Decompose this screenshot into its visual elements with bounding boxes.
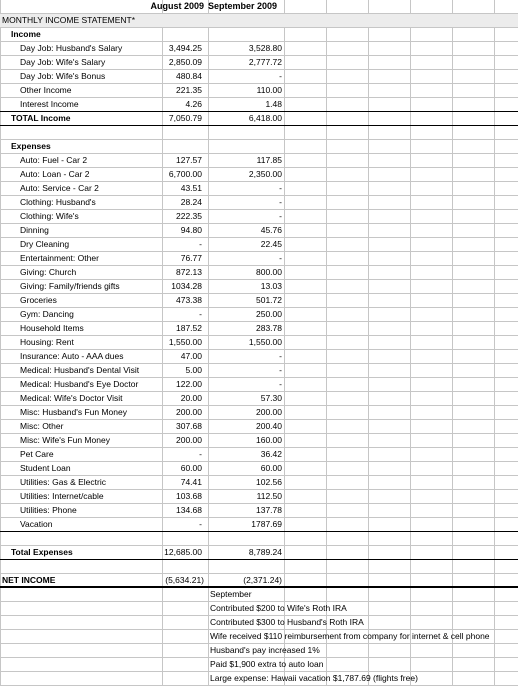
note-row	[0, 672, 518, 686]
expense-row	[0, 308, 518, 322]
expense-row	[0, 224, 518, 238]
total-expenses-label[interactable]: Total Expenses	[11, 547, 73, 557]
expense-row	[0, 420, 518, 434]
line-item-label[interactable]: Day Job: Husband's Salary	[20, 43, 123, 53]
income-section-label[interactable]: Income	[11, 29, 41, 39]
line-item-label[interactable]: Interest Income	[20, 99, 79, 109]
blank-row	[0, 532, 518, 546]
net-income-row	[0, 574, 518, 588]
sep-value[interactable]: 112.50	[256, 491, 282, 501]
aug-value[interactable]: 3,494.25	[168, 43, 202, 53]
statement-title[interactable]: MONTHLY INCOME STATEMENT*	[2, 15, 136, 25]
line-item-label[interactable]: Student Loan	[20, 463, 71, 473]
note-row	[0, 602, 518, 616]
sep-value[interactable]: 1787.69	[251, 519, 282, 529]
line-item-label[interactable]: Day Job: Wife's Bonus	[20, 71, 106, 81]
line-item-label[interactable]: Household Items	[20, 323, 84, 333]
income-row	[0, 56, 518, 70]
note-text[interactable]: Large expense: Hawaii vacation $1,787.69 (flights free)	[210, 673, 418, 683]
sep-value[interactable]: 22.45	[260, 239, 282, 249]
note-text[interactable]: Paid $1,900 extra to auto loan	[210, 659, 324, 669]
line-item-label[interactable]: Auto: Fuel - Car 2	[20, 155, 88, 165]
sep-value[interactable]: 3,528.80	[248, 43, 282, 53]
line-item-label[interactable]: Misc: Other	[20, 421, 64, 431]
aug-value[interactable]: 122.00	[176, 379, 202, 389]
expenses-total-row	[0, 546, 518, 560]
income-total-row	[0, 112, 518, 126]
expense-row	[0, 168, 518, 182]
line-item-label[interactable]: Utilities: Gas & Electric	[20, 477, 106, 487]
aug-value[interactable]: 47.00	[180, 351, 202, 361]
sep-column-header[interactable]: September 2009	[208, 1, 278, 11]
line-item-label[interactable]: Groceries	[20, 295, 57, 305]
sep-value[interactable]: 13.03	[260, 281, 282, 291]
note-row	[0, 644, 518, 658]
aug-value[interactable]: 222.35	[176, 211, 202, 221]
sep-value[interactable]: 2,350.00	[248, 169, 282, 179]
aug-value[interactable]: 200.00	[176, 407, 202, 417]
aug-value[interactable]: 28.24	[180, 197, 202, 207]
net-income-aug[interactable]: (5,634.21)	[165, 575, 204, 585]
line-item-label[interactable]: Clothing: Wife's	[20, 211, 79, 221]
line-item-label[interactable]: Giving: Church	[20, 267, 77, 277]
sep-value[interactable]: -	[279, 365, 282, 375]
sep-value[interactable]: 60.00	[260, 463, 282, 473]
expense-row	[0, 350, 518, 364]
aug-value[interactable]: -	[199, 449, 202, 459]
line-item-label[interactable]: Medical: Husband's Dental Visit	[20, 365, 140, 375]
note-text[interactable]: Wife received $110 reimbursement from company for internet & cell phone	[210, 631, 490, 641]
aug-value[interactable]: 6,700.00	[168, 169, 202, 179]
expense-row	[0, 476, 518, 490]
note-text[interactable]: Contributed $300 to Husband's Roth IRA	[210, 617, 364, 627]
income-row	[0, 84, 518, 98]
sep-value[interactable]: 2,777.72	[248, 57, 282, 67]
expense-row	[0, 336, 518, 350]
expense-row	[0, 448, 518, 462]
total-expenses-aug[interactable]: 12,685.00	[164, 547, 202, 557]
aug-value[interactable]: 103.68	[176, 491, 202, 501]
income-row	[0, 42, 518, 56]
sep-value[interactable]: -	[279, 197, 282, 207]
line-item-label[interactable]: Misc: Wife's Fun Money	[20, 435, 110, 445]
line-item-label[interactable]: Dinning	[20, 225, 49, 235]
aug-value[interactable]: 473.38	[176, 295, 202, 305]
aug-value[interactable]: 1034.28	[171, 281, 202, 291]
sep-value[interactable]: 1,550.00	[248, 337, 282, 347]
note-row	[0, 616, 518, 630]
income-row	[0, 98, 518, 112]
line-item-label[interactable]: Housing: Rent	[20, 337, 74, 347]
aug-value[interactable]: 221.35	[176, 85, 202, 95]
blank-row	[0, 126, 518, 140]
aug-value[interactable]: 60.00	[180, 463, 202, 473]
line-item-label[interactable]: Insurance: Auto - AAA dues	[20, 351, 124, 361]
expense-row	[0, 378, 518, 392]
line-item-label[interactable]: Entertainment: Other	[20, 253, 99, 263]
expense-row	[0, 322, 518, 336]
notes-title[interactable]: September	[210, 589, 252, 599]
expense-row	[0, 210, 518, 224]
aug-value[interactable]: 872.13	[176, 267, 202, 277]
line-item-label[interactable]: Medical: Husband's Eye Doctor	[20, 379, 139, 389]
sep-value[interactable]: 57.30	[260, 393, 282, 403]
income-section-row	[0, 28, 518, 42]
aug-value[interactable]: 5.00	[185, 365, 202, 375]
sep-value[interactable]: -	[279, 71, 282, 81]
sep-value[interactable]: 800.00	[256, 267, 282, 277]
expense-row	[0, 266, 518, 280]
aug-value[interactable]: 127.57	[176, 155, 202, 165]
expense-row	[0, 182, 518, 196]
sep-value[interactable]: 36.42	[260, 449, 282, 459]
sep-value[interactable]: 1.48	[265, 99, 282, 109]
aug-value[interactable]: 480.84	[176, 71, 202, 81]
aug-value[interactable]: 74.41	[180, 477, 202, 487]
aug-value[interactable]: 307.68	[176, 421, 202, 431]
line-item-label[interactable]: Auto: Loan - Car 2	[20, 169, 90, 179]
expense-row	[0, 280, 518, 294]
aug-value[interactable]: 187.52	[176, 323, 202, 333]
sep-value[interactable]: -	[279, 253, 282, 263]
sep-value[interactable]: 200.40	[256, 421, 282, 431]
expense-row	[0, 518, 518, 532]
expenses-section-label[interactable]: Expenses	[11, 141, 51, 151]
aug-value[interactable]: 94.80	[180, 225, 202, 235]
month-header-row	[0, 0, 518, 14]
total-income-label[interactable]: TOTAL Income	[11, 113, 71, 123]
sep-value[interactable]: -	[279, 379, 282, 389]
expense-row	[0, 406, 518, 420]
net-income-sep[interactable]: (2,371.24)	[243, 575, 282, 585]
expenses-section-row	[0, 140, 518, 154]
expense-row	[0, 238, 518, 252]
expense-row	[0, 252, 518, 266]
line-item-label[interactable]: Utilities: Phone	[20, 505, 77, 515]
sep-value[interactable]: 200.00	[256, 407, 282, 417]
expense-row	[0, 392, 518, 406]
line-item-label[interactable]: Clothing: Husband's	[20, 197, 96, 207]
line-item-label[interactable]: Vacation	[20, 519, 53, 529]
sep-value[interactable]: -	[279, 211, 282, 221]
expense-row	[0, 294, 518, 308]
note-row	[0, 630, 518, 644]
line-item-label[interactable]: Day Job: Wife's Salary	[20, 57, 106, 67]
line-item-label[interactable]: Utilities: Internet/cable	[20, 491, 104, 501]
sep-value[interactable]: 102.56	[256, 477, 282, 487]
sep-value[interactable]: -	[279, 183, 282, 193]
expense-row	[0, 462, 518, 476]
sep-value[interactable]: -	[279, 351, 282, 361]
total-expenses-sep[interactable]: 8,789.24	[248, 547, 282, 557]
line-item-label[interactable]: Pet Care	[20, 449, 54, 459]
sep-value[interactable]: 160.00	[256, 435, 282, 445]
line-item-label[interactable]: Other Income	[20, 85, 72, 95]
note-text[interactable]: Husband's pay increased 1%	[210, 645, 320, 655]
aug-value[interactable]: 1,550.00	[168, 337, 202, 347]
sep-value[interactable]: 283.78	[256, 323, 282, 333]
aug-value[interactable]: 76.77	[180, 253, 202, 263]
expense-row	[0, 154, 518, 168]
aug-value[interactable]: 2,850.09	[168, 57, 202, 67]
expense-row	[0, 364, 518, 378]
title-row	[0, 14, 518, 28]
sep-value[interactable]: 45.76	[260, 225, 282, 235]
notes-title-row	[0, 588, 518, 602]
income-row	[0, 70, 518, 84]
line-item-label[interactable]: Gym: Dancing	[20, 309, 74, 319]
aug-value[interactable]: 20.00	[180, 393, 202, 403]
line-item-label[interactable]: Giving: Family/friends gifts	[20, 281, 120, 291]
expense-row	[0, 196, 518, 210]
total-income-aug[interactable]: 7,050.79	[168, 113, 202, 123]
blank-row	[0, 560, 518, 574]
aug-value[interactable]: -	[199, 309, 202, 319]
aug-column-header[interactable]: August 2009	[150, 1, 204, 11]
aug-value[interactable]: -	[199, 519, 202, 529]
net-income-label[interactable]: NET INCOME	[2, 575, 56, 585]
sep-value[interactable]: 501.72	[256, 295, 282, 305]
sep-value[interactable]: 137.78	[256, 505, 282, 515]
expense-row	[0, 490, 518, 504]
aug-value[interactable]: 43.51	[180, 183, 202, 193]
sep-value[interactable]: 250.00	[256, 309, 282, 319]
sep-value[interactable]: 110.00	[256, 85, 282, 95]
line-item-label[interactable]: Medical: Wife's Doctor Visit	[20, 393, 123, 403]
note-text[interactable]: Contributed $200 to Wife's Roth IRA	[210, 603, 347, 613]
line-item-label[interactable]: Misc: Husband's Fun Money	[20, 407, 127, 417]
expense-row	[0, 434, 518, 448]
line-item-label[interactable]: Dry Cleaning	[20, 239, 70, 249]
aug-value[interactable]: -	[199, 239, 202, 249]
sep-value[interactable]: 117.85	[256, 155, 282, 165]
expense-row	[0, 504, 518, 518]
aug-value[interactable]: 4.26	[185, 99, 202, 109]
aug-value[interactable]: 134.68	[176, 505, 202, 515]
total-income-sep[interactable]: 6,418.00	[248, 113, 282, 123]
line-item-label[interactable]: Auto: Service - Car 2	[20, 183, 99, 193]
aug-value[interactable]: 200.00	[176, 435, 202, 445]
note-row	[0, 658, 518, 672]
